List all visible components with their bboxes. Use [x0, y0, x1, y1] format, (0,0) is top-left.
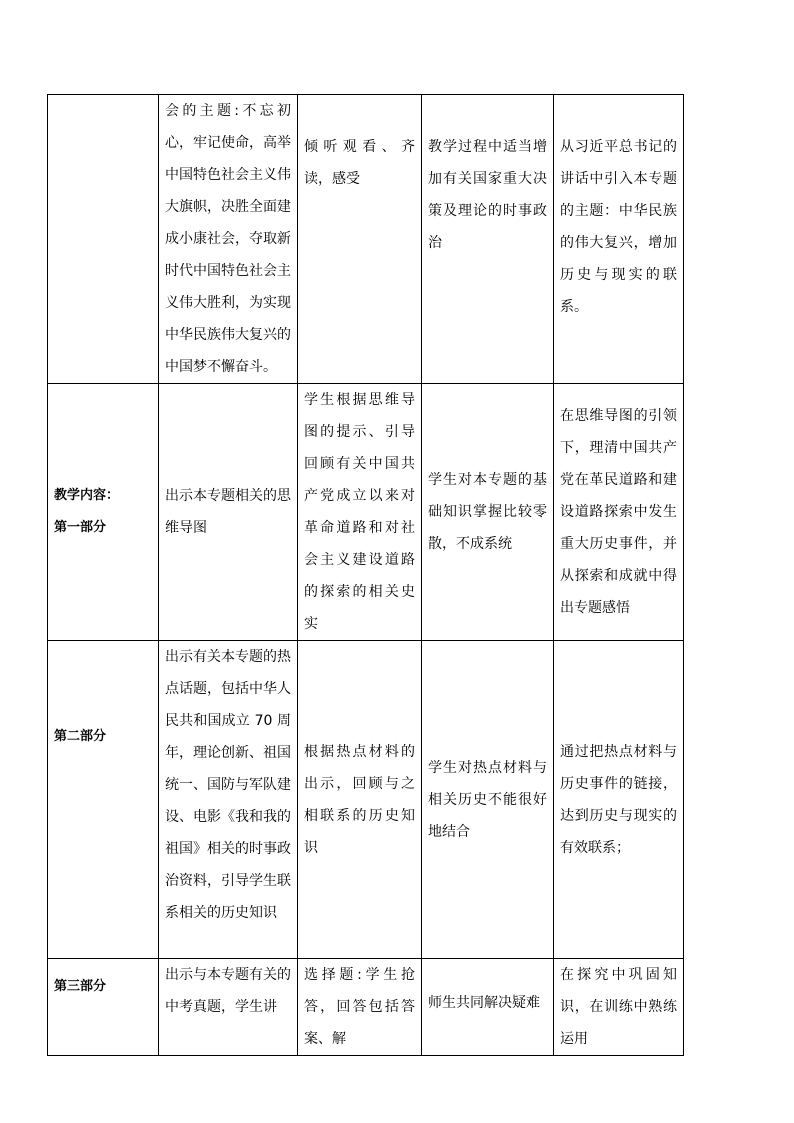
- student-activity-text: 学生根据思维导图的提示、引导回顾有关中国共产党成立以来对革命道路和对社会主义建设道路的探索的相关史实: [304, 392, 415, 632]
- intent-cell: [554, 384, 684, 641]
- student-activity-text: 倾听观看、齐读，感受: [304, 139, 415, 187]
- student-activity-cell: [298, 959, 422, 1056]
- section-label: 第二部分: [54, 729, 107, 744]
- student-activity-text: 根据热点材料的出示，回顾与之相联系的历史知识: [304, 743, 415, 856]
- difficulty-text: 学生对热点材料与相关历史不能很好地结合: [428, 759, 547, 840]
- student-activity-cell: [298, 641, 422, 959]
- difficulty-cell: [422, 641, 554, 959]
- section-label-cell: [48, 384, 159, 641]
- difficulty-text: 学生对本专题的基础知识掌握比较零散，不成系统: [428, 472, 547, 552]
- intent-text: 通过把热点材料与历史事件的链接，达到历史与现实的有效联系；: [560, 743, 677, 856]
- teacher-activity-cell: [159, 95, 298, 384]
- section-label-cell: [48, 95, 159, 384]
- intent-text: 在思维导图的引领下，理清中国共产党在革民道路和建设道路探索中发生重大历史事件，并从探索和成就中得出专题感悟: [560, 408, 677, 616]
- difficulty-text: 师生共同解决疑难: [428, 995, 540, 1011]
- difficulty-cell: [422, 959, 554, 1056]
- intent-text: 在探究中巩固知识，在训练中熟练运用: [560, 967, 677, 1047]
- teacher-activity-cell: [159, 384, 298, 641]
- section-label-cell: [48, 641, 159, 959]
- difficulty-cell: [422, 95, 554, 384]
- table-row: [48, 959, 684, 1056]
- teacher-activity-text: 会的主题:不忘初心，牢记使命，高举中国特色社会主义伟大旗帜，决胜全面建成小康社会，夺取新时代中国特色社会主义伟大胜利，为实现中华民族伟大复兴的中国梦不懈奋斗。: [165, 103, 291, 375]
- teacher-activity-text: 出示有关本专题的热点话题，包括中华人民共和国成立 70 周年，理论创新、祖国统一、国防与军队建设、电影《我和我的祖国》相关的时事政治资料，引导学生联系相关的历史知识: [165, 649, 291, 921]
- difficulty-text: 教学过程中适当增加有关国家重大决策及理论的时事政治: [428, 139, 547, 251]
- section-label: 第三部分: [54, 979, 107, 994]
- table-row: [48, 95, 684, 384]
- table-row: [48, 384, 684, 641]
- section-label-line2: 第一部分: [54, 520, 107, 535]
- section-label-cell: [48, 959, 159, 1056]
- section-label-line1: 教学内容：: [54, 488, 120, 503]
- teacher-activity-text: 出示本专题相关的思维导图: [165, 488, 291, 536]
- intent-text: 从习近平总书记的讲话中引入本专题的主题：中华民族的伟大复兴，增加历史与现实的联系。: [560, 139, 677, 315]
- student-activity-text: 选择题:学生抢答，回答包括答案、解: [304, 967, 415, 1047]
- teacher-activity-text: 出示与本专题有关的中考真题，学生讲: [165, 967, 291, 1015]
- difficulty-cell: [422, 384, 554, 641]
- intent-cell: [554, 95, 684, 384]
- intent-cell: [554, 959, 684, 1056]
- table-row: [48, 641, 684, 959]
- teacher-activity-cell: [159, 641, 298, 959]
- student-activity-cell: [298, 95, 422, 384]
- intent-cell: [554, 641, 684, 959]
- lesson-plan-table: [47, 94, 684, 1056]
- student-activity-cell: [298, 384, 422, 641]
- teacher-activity-cell: [159, 959, 298, 1056]
